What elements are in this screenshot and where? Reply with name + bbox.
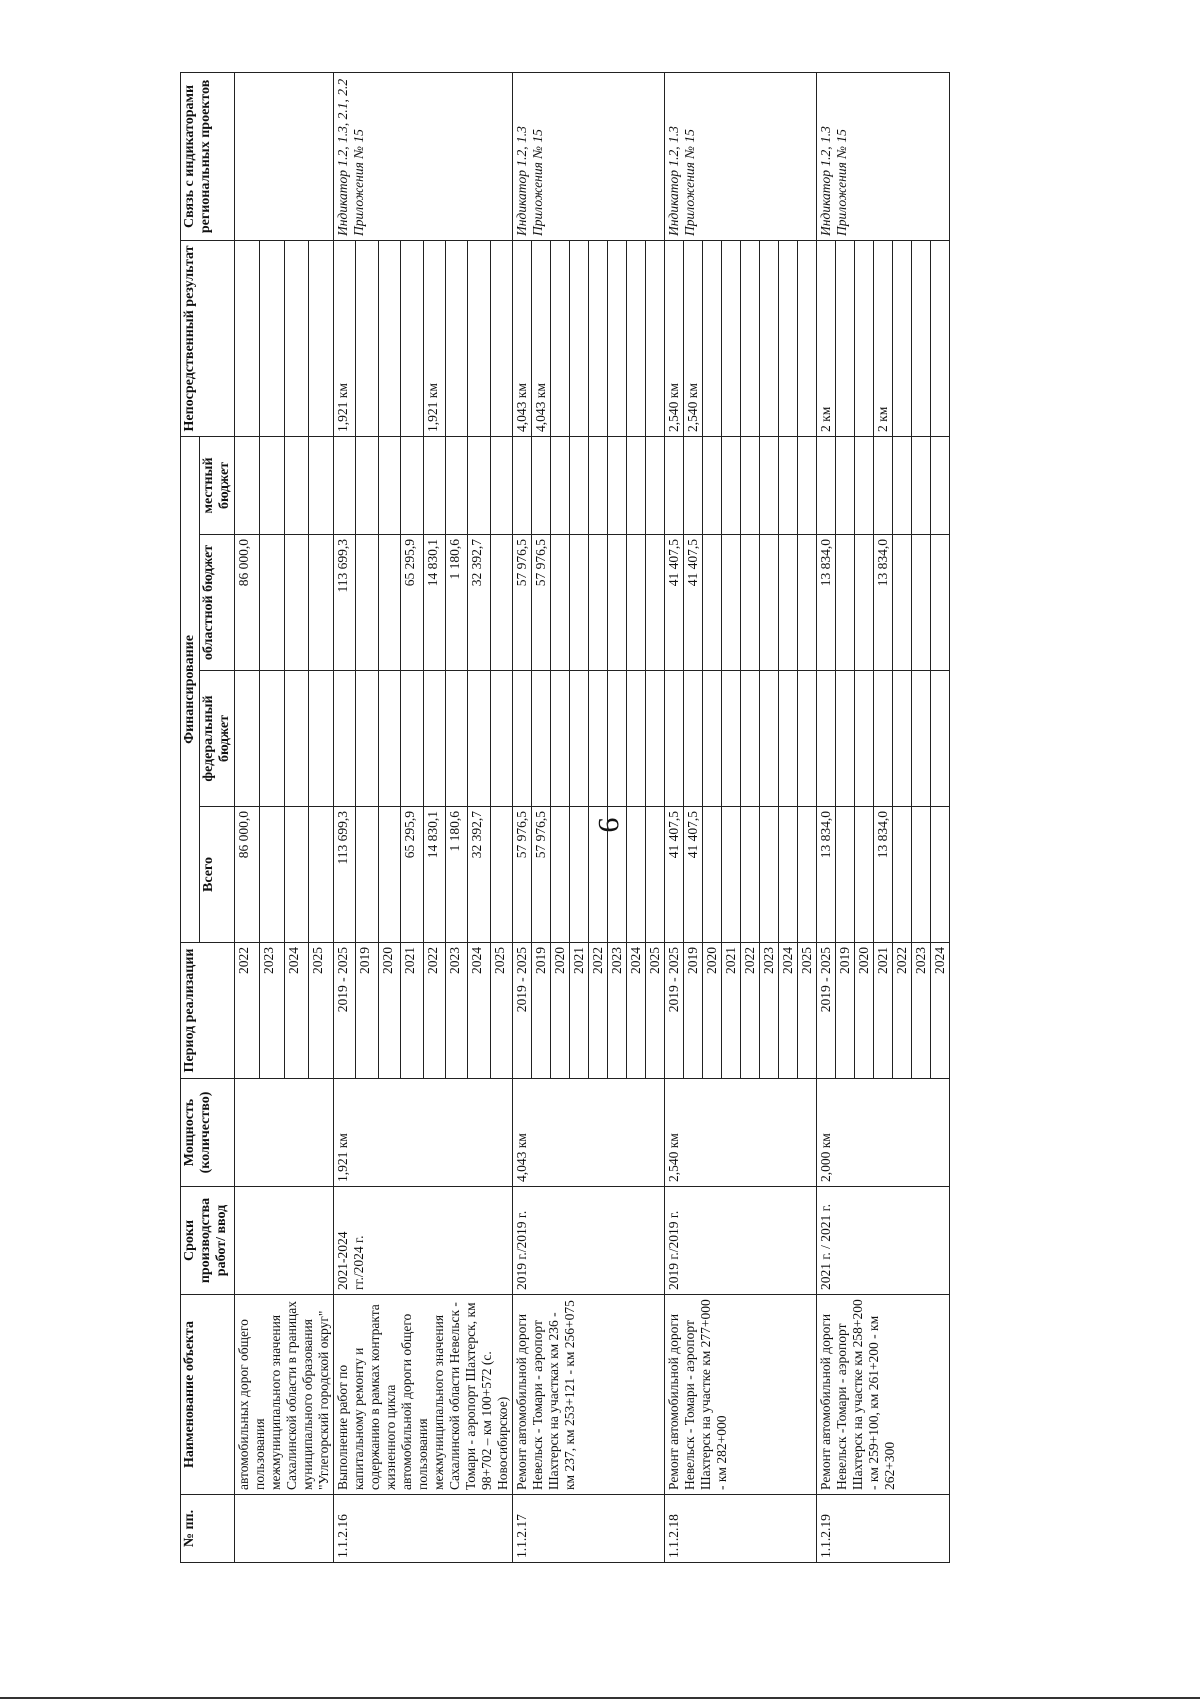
cell-local: [235, 436, 260, 534]
cell-name: Ремонт автомобильной дороги Невельск - Томари - аэропорт Шахтерск на участке км 277+000 - км 282+000: [665, 1295, 817, 1495]
cell-federal: [551, 671, 570, 807]
cell-result: [378, 240, 400, 436]
cell-terms: 2021-2024 гг./2024 г.: [334, 1187, 513, 1295]
cell-result: [551, 240, 570, 436]
cell-total: 41 407,5: [684, 807, 703, 943]
cell-year: 2024: [284, 943, 309, 1079]
cell-federal: [779, 671, 798, 807]
cell-name: Ремонт автомобильной дороги Невельск -Томари - аэропорт Шахтерск на участке км 258+200 - км 259+100, км 261+200 - км 262+300: [817, 1295, 950, 1495]
cell-local: [468, 436, 490, 534]
cell-local: [570, 436, 589, 534]
cell-name: автомобильных дорог общего пользования межмуниципального значения Сахалинской области в границах муниципального образования "Углегорский городской округ": [235, 1295, 334, 1495]
cell-regional: [836, 535, 855, 671]
cell-local: [309, 436, 334, 534]
cell-federal: [490, 671, 512, 807]
cell-federal: [855, 671, 874, 807]
cell-federal: [589, 671, 608, 807]
cell-local: [760, 436, 779, 534]
cell-federal: [703, 671, 722, 807]
cell-regional: [703, 535, 722, 671]
cell-federal: [468, 671, 490, 807]
cell-result: [912, 240, 931, 436]
cell-local: [589, 436, 608, 534]
cell-capacity: 4,043 км: [513, 1079, 665, 1187]
cell-result: [855, 240, 874, 436]
cell-capacity: 2,000 км: [817, 1079, 950, 1187]
header-terms: Сроки производства работ/ ввод: [181, 1187, 235, 1295]
cell-year: 2022: [235, 943, 260, 1079]
cell-terms: 2021 г. / 2021 г.: [817, 1187, 950, 1295]
cell-local: [817, 436, 836, 534]
cell-local: [551, 436, 570, 534]
cell-regional: [779, 535, 798, 671]
table-row: [817, 72, 836, 1562]
table-row: [513, 72, 532, 1562]
cell-regional: 57 976,5: [513, 535, 532, 671]
cell-local: [608, 436, 627, 534]
scan-edge-line: [0, 1697, 1200, 1699]
cell-total: [589, 807, 608, 943]
cell-total: [779, 807, 798, 943]
cell-local: [284, 436, 309, 534]
cell-total: [722, 807, 741, 943]
cell-federal: [401, 671, 423, 807]
cell-result: 2,540 км: [665, 240, 684, 436]
cell-result: [608, 240, 627, 436]
header-num: № пп.: [181, 1495, 235, 1563]
page-number: 9: [592, 817, 625, 833]
cell-federal: [665, 671, 684, 807]
cell-local: [779, 436, 798, 534]
cell-regional: [378, 535, 400, 671]
cell-year: 2024: [931, 943, 950, 1079]
cell-local: [893, 436, 912, 534]
cell-total: 14 830,1: [423, 807, 445, 943]
cell-year: 2022: [741, 943, 760, 1079]
cell-local: [931, 436, 950, 534]
cell-result: [589, 240, 608, 436]
cell-year: 2019 - 2025: [665, 943, 684, 1079]
cell-regional: 65 295,9: [401, 535, 423, 671]
cell-result: [570, 240, 589, 436]
cell-regional: [490, 535, 512, 671]
cell-year: 2019: [684, 943, 703, 1079]
cell-federal: [684, 671, 703, 807]
cell-year: 2025: [490, 943, 512, 1079]
cell-num: 1.1.2.19: [817, 1495, 950, 1563]
cell-year: 2020: [855, 943, 874, 1079]
cell-name: Выполнение работ по капитальному ремонту и содержанию в рамках контракта жизненного цикла автомобильной дороги общего пользования межмуниципального значения Сахалинской области Невельск - Томари - аэропорт Шахтерск, км 98+702 – км 100+572 (с. Новосибирское): [334, 1295, 513, 1495]
cell-total: [798, 807, 817, 943]
cell-federal: [893, 671, 912, 807]
cell-federal: [646, 671, 665, 807]
cell-federal: [741, 671, 760, 807]
cell-federal: [378, 671, 400, 807]
cell-result: [722, 240, 741, 436]
cell-regional: [760, 535, 779, 671]
table-row: [235, 72, 260, 1562]
cell-regional: 1 180,6: [445, 535, 467, 671]
cell-total: [703, 807, 722, 943]
objects-table: [180, 72, 950, 1563]
cell-indicator-link: Индикатор 1.2, 1.3 Приложения № 15: [513, 72, 665, 240]
cell-local: [798, 436, 817, 534]
cell-federal: [722, 671, 741, 807]
cell-year: 2019 - 2025: [334, 943, 356, 1079]
cell-local: [259, 436, 284, 534]
cell-total: [570, 807, 589, 943]
cell-regional: [551, 535, 570, 671]
cell-terms: 2019 г./2019 г.: [665, 1187, 817, 1295]
cell-year: 2023: [259, 943, 284, 1079]
cell-total: [855, 807, 874, 943]
table-row: [334, 72, 356, 1562]
cell-total: 113 699,3: [334, 807, 356, 943]
header-period: Период реализации: [181, 943, 235, 1079]
cell-indicator-link: [235, 72, 334, 240]
cell-regional: [608, 535, 627, 671]
cell-total: [627, 807, 646, 943]
cell-indicator-link: Индикатор 1.2, 1.3 Приложения № 15: [817, 72, 950, 240]
cell-name: Ремонт автомобильной дороги Невельск - Томари - аэропорт Шахтерск на участках км 236 - км 237, км 253+121 - км 256+075: [513, 1295, 665, 1495]
cell-year: 2022: [893, 943, 912, 1079]
cell-local: [703, 436, 722, 534]
cell-result: [235, 240, 260, 436]
cell-federal: [874, 671, 893, 807]
cell-regional: [646, 535, 665, 671]
cell-num: 1.1.2.17: [513, 1495, 665, 1563]
cell-year: 2019: [356, 943, 378, 1079]
cell-local: [445, 436, 467, 534]
cell-year: 2021: [874, 943, 893, 1079]
cell-year: 2022: [423, 943, 445, 1079]
cell-regional: [570, 535, 589, 671]
cell-result: 4,043 км: [513, 240, 532, 436]
cell-federal: [532, 671, 551, 807]
cell-local: [334, 436, 356, 534]
cell-total: [760, 807, 779, 943]
cell-total: 13 834,0: [874, 807, 893, 943]
cell-regional: 113 699,3: [334, 535, 356, 671]
cell-year: 2024: [779, 943, 798, 1079]
cell-result: 1,921 км: [423, 240, 445, 436]
cell-result: 2 км: [817, 240, 836, 436]
cell-indicator-link: Индикатор 1.2, 1.3, 2.1, 2.2 Приложения № 15: [334, 72, 513, 240]
cell-result: [779, 240, 798, 436]
cell-local: [855, 436, 874, 534]
cell-regional: 13 834,0: [817, 535, 836, 671]
cell-federal: [445, 671, 467, 807]
cell-federal: [817, 671, 836, 807]
cell-result: [627, 240, 646, 436]
header-link: Связь с индикаторами региональных проектов: [181, 72, 235, 240]
cell-federal: [423, 671, 445, 807]
cell-total: 32 392,7: [468, 807, 490, 943]
cell-year: 2022: [589, 943, 608, 1079]
cell-total: [912, 807, 931, 943]
cell-regional: 41 407,5: [665, 535, 684, 671]
cell-federal: [309, 671, 334, 807]
cell-capacity: [235, 1079, 334, 1187]
cell-local: [722, 436, 741, 534]
cell-result: 2,540 км: [684, 240, 703, 436]
cell-year: 2020: [551, 943, 570, 1079]
cell-result: [490, 240, 512, 436]
cell-federal: [931, 671, 950, 807]
cell-local: [665, 436, 684, 534]
cell-regional: 14 830,1: [423, 535, 445, 671]
cell-local: [490, 436, 512, 534]
cell-result: [401, 240, 423, 436]
cell-result: 4,043 км: [532, 240, 551, 436]
cell-year: 2019 - 2025: [513, 943, 532, 1079]
cell-year: 2023: [608, 943, 627, 1079]
cell-total: 65 295,9: [401, 807, 423, 943]
cell-year: 2021: [401, 943, 423, 1079]
cell-regional: 32 392,7: [468, 535, 490, 671]
cell-local: [874, 436, 893, 534]
cell-regional: 86 000,0: [235, 535, 260, 671]
cell-federal: [627, 671, 646, 807]
cell-year: 2024: [468, 943, 490, 1079]
cell-terms: [235, 1187, 334, 1295]
cell-total: [741, 807, 760, 943]
header-local: местный бюджет: [200, 436, 235, 534]
cell-num: 1.1.2.18: [665, 1495, 817, 1563]
cell-regional: [309, 535, 334, 671]
cell-federal: [836, 671, 855, 807]
cell-federal: [259, 671, 284, 807]
cell-result: [284, 240, 309, 436]
cell-local: [401, 436, 423, 534]
cell-regional: [722, 535, 741, 671]
cell-local: [684, 436, 703, 534]
cell-result: [931, 240, 950, 436]
cell-result: [356, 240, 378, 436]
cell-result: [893, 240, 912, 436]
cell-year: 2023: [760, 943, 779, 1079]
cell-result: [445, 240, 467, 436]
cell-regional: 41 407,5: [684, 535, 703, 671]
header-financing: Финансирование: [181, 436, 200, 942]
cell-total: [309, 807, 334, 943]
table-row: [665, 72, 684, 1562]
cell-regional: 57 976,5: [532, 535, 551, 671]
cell-regional: [931, 535, 950, 671]
cell-num: 1.1.2.16: [334, 1495, 513, 1563]
cell-year: 2024: [627, 943, 646, 1079]
cell-regional: [259, 535, 284, 671]
cell-federal: [235, 671, 260, 807]
cell-federal: [284, 671, 309, 807]
cell-federal: [570, 671, 589, 807]
cell-result: [309, 240, 334, 436]
cell-total: 13 834,0: [817, 807, 836, 943]
cell-year: 2021: [722, 943, 741, 1079]
cell-federal: [513, 671, 532, 807]
cell-local: [912, 436, 931, 534]
cell-local: [378, 436, 400, 534]
cell-terms: 2019 г./2019 г.: [513, 1187, 665, 1295]
cell-total: 57 976,5: [513, 807, 532, 943]
cell-regional: [741, 535, 760, 671]
cell-total: 86 000,0: [235, 807, 260, 943]
cell-total: 57 976,5: [532, 807, 551, 943]
cell-total: [378, 807, 400, 943]
cell-capacity: 2,540 км: [665, 1079, 817, 1187]
cell-result: [468, 240, 490, 436]
cell-total: 1 180,6: [445, 807, 467, 943]
cell-indicator-link: Индикатор 1.2, 1.3 Приложения № 15: [665, 72, 817, 240]
cell-regional: [627, 535, 646, 671]
cell-regional: [893, 535, 912, 671]
cell-local: [627, 436, 646, 534]
header-result: Непосредственный результат: [181, 240, 235, 436]
header-name: Наименование объекта: [181, 1295, 235, 1495]
cell-capacity: 1,921 км: [334, 1079, 513, 1187]
cell-year: 2023: [445, 943, 467, 1079]
cell-local: [741, 436, 760, 534]
cell-year: 2019: [836, 943, 855, 1079]
cell-year: 2019 - 2025: [817, 943, 836, 1079]
cell-year: 2020: [378, 943, 400, 1079]
cell-total: [836, 807, 855, 943]
cell-year: 2025: [309, 943, 334, 1079]
cell-result: [703, 240, 722, 436]
cell-local: [513, 436, 532, 534]
cell-federal: [912, 671, 931, 807]
header-federal: федеральный бюджет: [200, 671, 235, 807]
cell-year: 2025: [646, 943, 665, 1079]
cell-total: [608, 807, 627, 943]
cell-total: [259, 807, 284, 943]
cell-result: 1,921 км: [334, 240, 356, 436]
cell-result: [646, 240, 665, 436]
cell-total: [356, 807, 378, 943]
cell-year: 2025: [798, 943, 817, 1079]
header-regional: областной бюджет: [200, 535, 235, 671]
cell-regional: [356, 535, 378, 671]
cell-regional: [798, 535, 817, 671]
cell-total: [551, 807, 570, 943]
cell-num: [235, 1495, 334, 1563]
cell-result: [760, 240, 779, 436]
cell-result: [741, 240, 760, 436]
header-total: Всего: [200, 807, 235, 943]
cell-year: 2023: [912, 943, 931, 1079]
cell-local: [356, 436, 378, 534]
cell-local: [646, 436, 665, 534]
cell-regional: [589, 535, 608, 671]
cell-total: [284, 807, 309, 943]
cell-local: [532, 436, 551, 534]
cell-total: [931, 807, 950, 943]
cell-federal: [760, 671, 779, 807]
cell-regional: [284, 535, 309, 671]
cell-total: 41 407,5: [665, 807, 684, 943]
cell-year: 2020: [703, 943, 722, 1079]
cell-federal: [356, 671, 378, 807]
cell-regional: [912, 535, 931, 671]
cell-year: 2019: [532, 943, 551, 1079]
cell-total: [893, 807, 912, 943]
cell-total: [490, 807, 512, 943]
rotated-table-container: [180, 73, 1080, 1563]
cell-result: [836, 240, 855, 436]
cell-regional: [855, 535, 874, 671]
header-capacity: Мощность (количество): [181, 1079, 235, 1187]
cell-local: [836, 436, 855, 534]
cell-federal: [798, 671, 817, 807]
cell-federal: [334, 671, 356, 807]
cell-result: [259, 240, 284, 436]
cell-total: [646, 807, 665, 943]
cell-year: 2021: [570, 943, 589, 1079]
cell-result: 2 км: [874, 240, 893, 436]
cell-federal: [608, 671, 627, 807]
cell-result: [798, 240, 817, 436]
cell-regional: 13 834,0: [874, 535, 893, 671]
cell-local: [423, 436, 445, 534]
table-body: [235, 72, 950, 1562]
